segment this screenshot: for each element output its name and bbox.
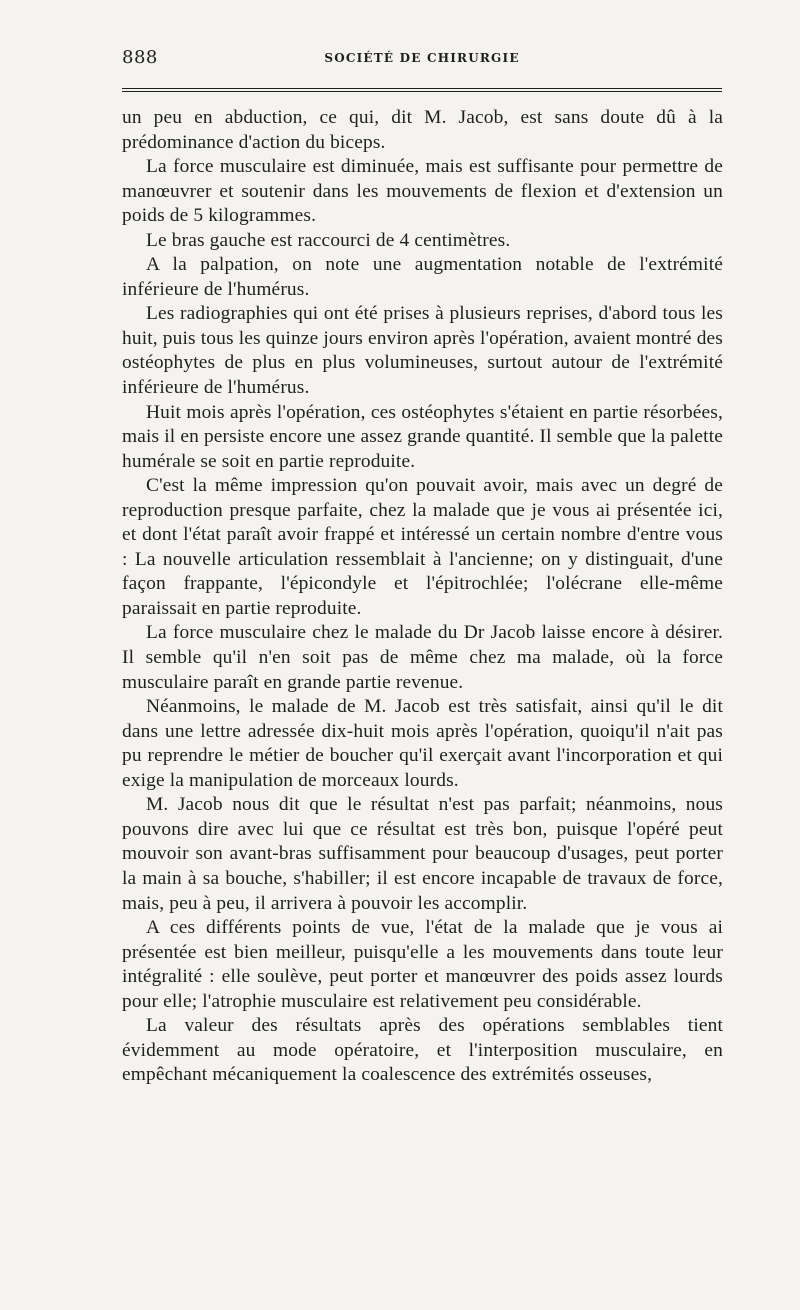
body-text: [122, 106, 723, 1088]
paragraph: A la palpation, on note une augmentation notable de l'extrémité inférieure de l'humérus.: [122, 254, 723, 300]
paragraph: La valeur des résultats après des opérations semblables tient évidemment au mode opératoire, et l'interposition musculaire, en empêchant mécaniquement la coalescence des extrémités osseuses,: [122, 1015, 723, 1086]
paragraph: A ces différents points de vue, l'état de la malade que je vous ai présentée est bien meilleur, puisqu'elle a les mouvements dans toute leur intégralité : elle soulève, peut porter et manœuvrer des poids assez lourds pour elle; l'atrophie musculaire est relativement peu considérable.: [122, 917, 723, 1012]
header-rule: [122, 88, 722, 92]
page-number: 888: [122, 47, 158, 68]
paragraph: La force musculaire est diminuée, mais est suffisante pour permettre de manœuvrer et soutenir dans les mouvements de flexion et d'extension un poids de 5 kilogrammes.: [122, 156, 723, 227]
paragraph: un peu en abduction, ce qui, dit M. Jacob, est sans doute dû à la prédominance d'action du biceps.: [122, 107, 723, 153]
paragraph: Huit mois après l'opération, ces ostéophytes s'étaient en partie résorbées, mais il en persiste encore une assez grande quantité. Il semble que la palette humérale se soit en partie reproduite.: [122, 401, 723, 472]
paragraph: La force musculaire chez le malade du Dr Jacob laisse encore à désirer. Il semble qu'il n'en soit pas de même chez ma malade, où la force musculaire paraît en grande partie revenue.: [122, 622, 723, 693]
paragraph: Néanmoins, le malade de M. Jacob est très satisfait, ainsi qu'il le dit dans une lettre adressée dix-huit mois après l'opération, quoiqu'il n'ait pas pu reprendre le métier de boucher qu'il exerçait avant l'incorporation et qui exige la manipulation de morceaux lourds.: [122, 696, 723, 791]
paragraph: C'est la même impression qu'on pouvait avoir, mais avec un degré de reproduction presque parfaite, chez la malade que je vous ai présentée ici, et dont l'état paraît avoir frappé et intéressé un certain nombre d'entre vous : La nouvelle articulation ressemblait à l'ancienne; on y distinguait, d'une façon frappante, l'épicondyle et l'épitrochlée; l'olécrane elle-même paraissait en partie reproduite.: [122, 475, 723, 619]
paragraph: M. Jacob nous dit que le résultat n'est pas parfait; néanmoins, nous pouvons dire avec lui que ce résultat est très bon, puisque l'opéré peut mouvoir son avant-bras suffisamment pour beaucoup d'usages, peut porter la main à sa bouche, s'habiller; il est encore incapable de travaux de force, mais, peu à peu, il arrivera à pouvoir les accomplir.: [122, 794, 723, 914]
paragraph: Le bras gauche est raccourci de 4 centimètres.: [146, 229, 511, 251]
running-head: SOCIÉTÉ DE CHIRURGIE: [324, 51, 520, 65]
page-header: [122, 47, 722, 77]
paragraph: Les radiographies qui ont été prises à plusieurs reprises, d'abord tous les huit, puis tous les quinze jours environ après l'opération, avaient montré des ostéophytes de plus en plus volumineuses, surtout autour de l'extrémité inférieure de l'humérus.: [122, 303, 723, 399]
